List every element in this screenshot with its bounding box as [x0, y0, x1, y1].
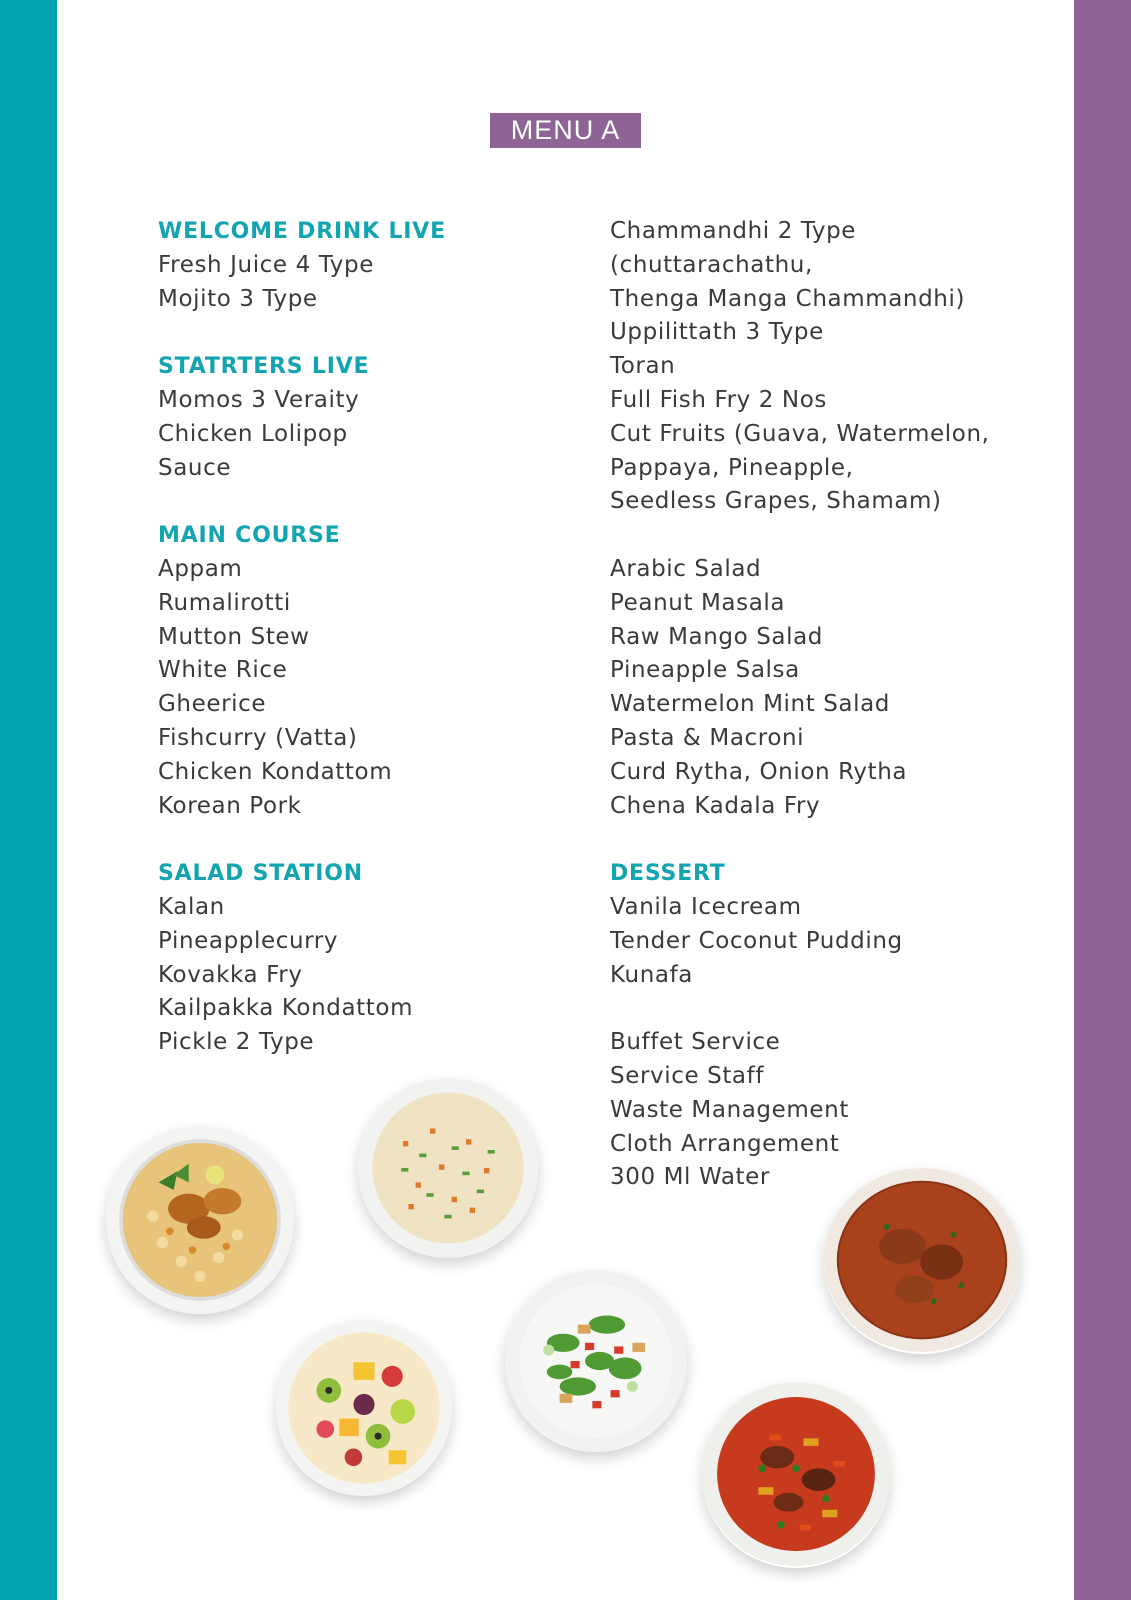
section-dessert: [610, 857, 1040, 992]
menu-item: Curd Rytha, Onion Rytha: [610, 758, 908, 785]
menu-item: Momos 3 Veraity: [158, 386, 360, 413]
menu-item: Rumalirotti: [158, 589, 291, 616]
menu-item: Korean Pork: [158, 792, 302, 819]
green-salad-dish: [505, 1270, 687, 1452]
menu-item: (chuttarachathu,: [610, 251, 813, 278]
section-main-course: [158, 519, 578, 823]
section-salad-station: [158, 857, 578, 1060]
menu-item: Pineapple Salsa: [610, 657, 800, 684]
menu-item: Chicken Lolipop: [158, 420, 348, 447]
section-heading: MAIN COURSE: [158, 523, 341, 549]
section-heading: STATRTERS LIVE: [158, 354, 370, 380]
menu-item: Full Fish Fry 2 Nos: [610, 386, 827, 413]
menu-item: Chena Kadala Fry: [610, 792, 821, 819]
menu-item: Watermelon Mint Salad: [610, 691, 891, 718]
menu-item: Kailpakka Kondattom: [158, 995, 414, 1022]
menu-item: Toran: [610, 353, 676, 380]
menu-item: White Rice: [158, 657, 288, 684]
menu-item: Kalan: [158, 893, 225, 920]
menu-item: Service Staff: [610, 1062, 765, 1089]
menu-item: Waste Management: [610, 1096, 849, 1123]
section-heading: DESSERT: [610, 861, 726, 887]
menu-item: Seedless Grapes, Shamam): [610, 488, 942, 515]
left-side-bar: [0, 0, 57, 1600]
menu-item: Pasta & Macroni: [610, 724, 805, 751]
menu-item: Sauce: [158, 454, 232, 481]
menu-item: Buffet Service: [610, 1029, 781, 1056]
menu-item: Gheerice: [158, 691, 267, 718]
menu-item: Appam: [158, 555, 243, 582]
menu-item: Chammandhi 2 Type: [610, 218, 857, 244]
section-welcome-drink: [158, 215, 578, 316]
biryani-dish: [106, 1126, 294, 1314]
chicken-curry-dish: [824, 1168, 1020, 1354]
menu-item: Kunafa: [610, 961, 693, 988]
menu-item: Pappaya, Pineapple,: [610, 454, 854, 481]
section-heading: WELCOME DRINK LIVE: [158, 219, 446, 244]
menu-item: Peanut Masala: [610, 589, 786, 616]
menu-title: MENU A: [490, 113, 641, 148]
section-extras: [610, 215, 1040, 519]
menu-item: Pickle 2 Type: [158, 1029, 315, 1056]
menu-item: Uppilittath 3 Type: [610, 319, 824, 346]
vegetable-stew-dish: [702, 1382, 890, 1568]
section-services: [610, 1026, 1040, 1195]
menu-item: Fresh Juice 4 Type: [158, 251, 374, 278]
menu-item: Mojito 3 Type: [158, 285, 318, 312]
menu-item: Tender Coconut Pudding: [610, 927, 903, 954]
menu-left-column: [158, 215, 578, 1060]
menu-item: Pineapplecurry: [158, 927, 339, 954]
menu-item: Cloth Arrangement: [610, 1130, 840, 1157]
menu-item: Mutton Stew: [158, 623, 310, 650]
menu-item: Fishcurry (Vatta): [158, 724, 358, 751]
right-side-bar: [1074, 0, 1131, 1600]
menu-item: 300 Ml Water: [610, 1164, 770, 1191]
menu-item: Kovakka Fry: [158, 961, 303, 988]
section-salads: [610, 553, 1040, 823]
menu-item: Thenga Manga Chammandhi): [610, 285, 966, 312]
menu-right-column: [610, 215, 1040, 1195]
fruit-salad-dish: [276, 1320, 452, 1496]
menu-item: Raw Mango Salad: [610, 623, 823, 650]
menu-item: Arabic Salad: [610, 555, 762, 582]
menu-item: Vanila Icecream: [610, 893, 802, 920]
section-starters: [158, 350, 578, 485]
fried-rice-dish: [358, 1078, 538, 1258]
menu-item: Cut Fruits (Guava, Watermelon,: [610, 420, 990, 447]
section-heading: SALAD STATION: [158, 861, 364, 887]
menu-item: Chicken Kondattom: [158, 758, 393, 785]
